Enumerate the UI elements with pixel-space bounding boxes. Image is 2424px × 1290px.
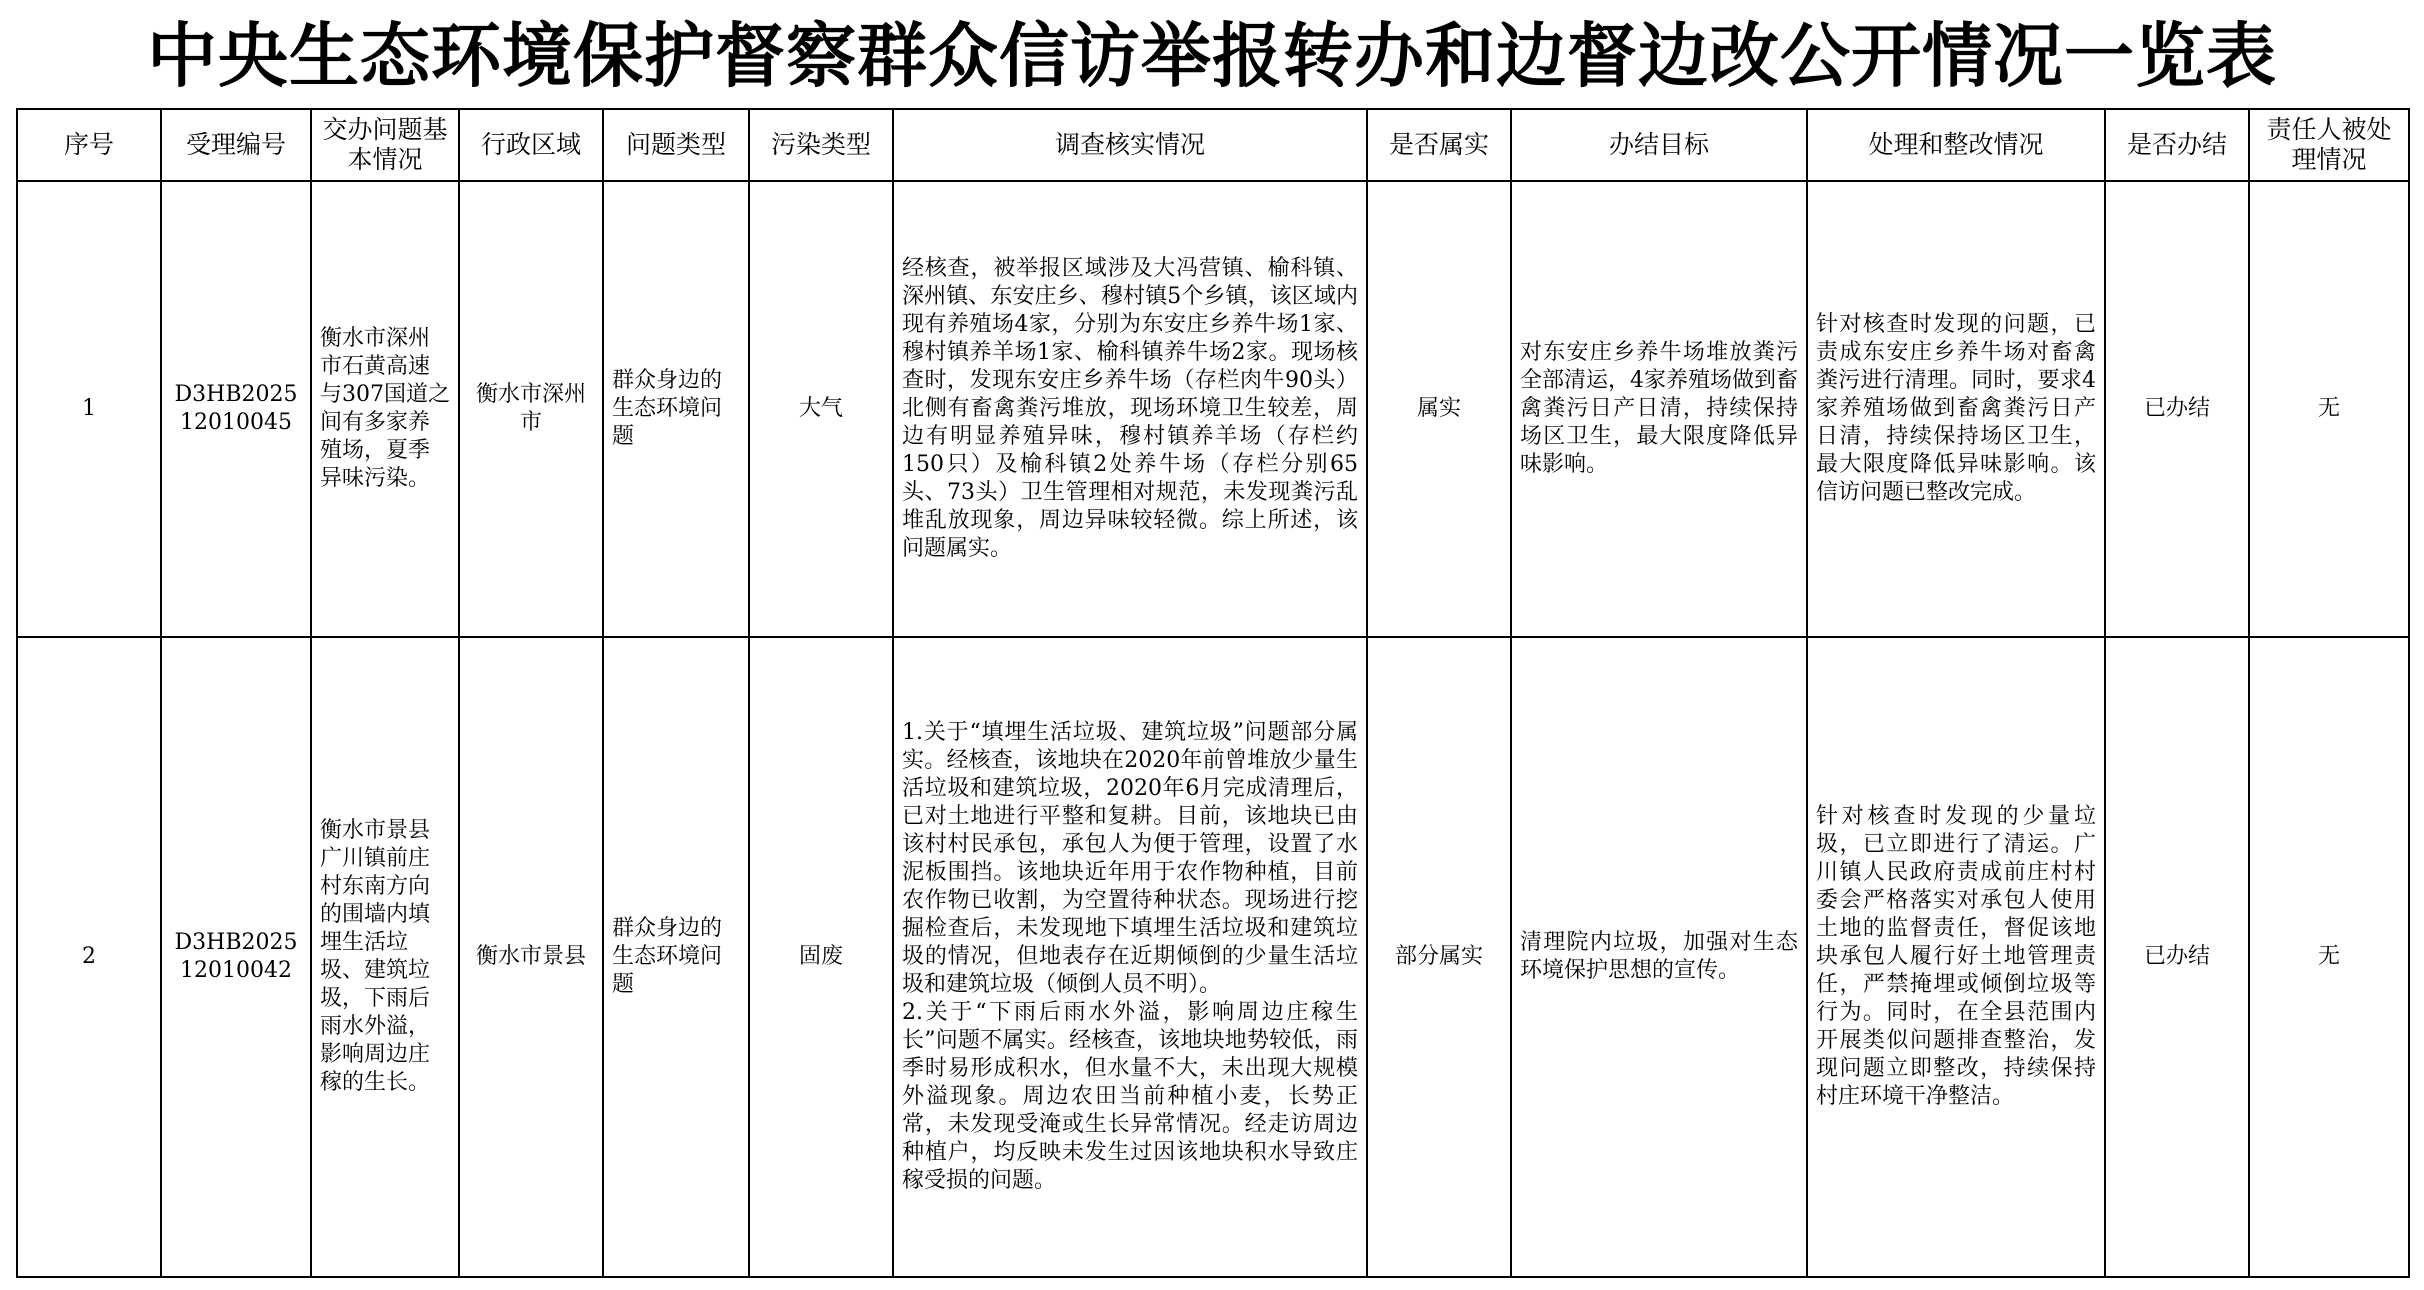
cell-region: 衡水市景县	[459, 637, 603, 1277]
cell-investigation: 经核查，被举报区域涉及大冯营镇、榆科镇、深州镇、东安庄乡、穆村镇5个乡镇，该区域内现有养殖场4家，分别为东安庄乡养牛场1家、穆村镇养羊场1家、榆科镇养牛场2家。现场核查时，发现东安庄乡养牛场（存栏肉牛90头）北侧有畜禽粪污堆放，现场环境卫生较差，周边有明显养殖异味，穆村镇养羊场（存栏约150只）及榆科镇2处养牛场（存栏分别65头、73头）卫生管理相对规范，未发现粪污乱堆乱放现象，周边异味较轻微。综上所述，该问题属实。	[893, 181, 1367, 637]
cell-handling: 针对核查时发现的少量垃圾，已立即进行了清运。广川镇人民政府责成前庄村村委会严格落实对承包人使用土地的监督责任，督促该地块承包人履行好土地管理责任，严禁掩埋或倾倒垃圾等行为。同时，在全县范围内开展类似问题排查整治，发现问题立即整改，持续保持村庄环境干净整洁。	[1807, 637, 2105, 1277]
cell-investigation	[893, 637, 1367, 1277]
cell-handling: 针对核查时发现的问题，已责成东安庄乡养牛场对畜禽粪污进行清理。同时，要求4家养殖场做到畜禽粪污日产日清，持续保持场区卫生，最大限度降低异味影响。该信访问题已整改完成。	[1807, 181, 2105, 637]
cell-issue-type: 群众身边的生态环境问题	[603, 637, 749, 1277]
header-accountability: 责任人被处理情况	[2249, 109, 2409, 181]
header-accept-no: 受理编号	[161, 109, 311, 181]
cell-closed: 已办结	[2105, 637, 2249, 1277]
complaint-table	[16, 108, 2410, 1278]
cell-verified: 属实	[1367, 181, 1511, 637]
header-region: 行政区域	[459, 109, 603, 181]
header-pollution-type: 污染类型	[749, 109, 893, 181]
cell-accountability: 无	[2249, 181, 2409, 637]
cell-accept-no: D3HB202512010042	[161, 637, 311, 1277]
table-header-row	[17, 109, 2409, 181]
header-seq: 序号	[17, 109, 161, 181]
table-row	[17, 637, 2409, 1277]
header-issue: 交办问题基本情况	[311, 109, 459, 181]
cell-issue: 衡水市深州市石黄高速与307国道之间有多家养殖场，夏季异味污染。	[311, 181, 459, 637]
header-investigation: 调查核实情况	[893, 109, 1367, 181]
cell-target: 对东安庄乡养牛场堆放粪污全部清运，4家养殖场做到畜禽粪污日产日清，持续保持场区卫生，最大限度降低异味影响。	[1511, 181, 1807, 637]
table-row	[17, 181, 2409, 637]
cell-closed: 已办结	[2105, 181, 2249, 637]
header-issue-type: 问题类型	[603, 109, 749, 181]
cell-issue-type: 群众身边的生态环境问题	[603, 181, 749, 637]
cell-seq: 1	[17, 181, 161, 637]
cell-pollution-type: 大气	[749, 181, 893, 637]
cell-pollution-type: 固废	[749, 637, 893, 1277]
document-title: 中央生态环境保护督察群众信访举报转办和边督边改公开情况一览表	[147, 15, 2277, 97]
header-closed: 是否办结	[2105, 109, 2249, 181]
header-handling: 处理和整改情况	[1807, 109, 2105, 181]
cell-seq: 2	[17, 637, 161, 1277]
cell-accept-no: D3HB202512010045	[161, 181, 311, 637]
cell-accountability: 无	[2249, 637, 2409, 1277]
cell-verified: 部分属实	[1367, 637, 1511, 1277]
investigation-paragraph-1: 1.关于“填埋生活垃圾、建筑垃圾”问题部分属实。经核查，该地块在2020年前曾堆放少量生活垃圾和建筑垃圾，2020年6月完成清理后，已对土地进行平整和复耕。目前，该地块已由该村村民承包，承包人为便于管理，设置了水泥板围挡。该地块近年用于农作物种植，目前农作物已收割，为空置待种状态。现场进行挖掘检查后，未发现地下填埋生活垃圾和建筑垃圾的情况，但地表存在近期倾倒的少量生活垃圾和建筑垃圾（倾倒人员不明）。	[902, 720, 1358, 997]
cell-target: 清理院内垃圾，加强对生态环境保护思想的宣传。	[1511, 637, 1807, 1277]
cell-region: 衡水市深州市	[459, 181, 603, 637]
header-target: 办结目标	[1511, 109, 1807, 181]
cell-issue: 衡水市景县广川镇前庄村东南方向的围墙内填埋生活垃圾、建筑垃圾，下雨后雨水外溢，影响周边庄稼的生长。	[311, 637, 459, 1277]
header-verified: 是否属实	[1367, 109, 1511, 181]
investigation-paragraph-2: 2.关于“下雨后雨水外溢，影响周边庄稼生长”问题不属实。经核查，该地块地势较低，雨季时易形成积水，但水量不大，未出现大规模外溢现象。周边农田当前种植小麦，长势正常，未发现受淹或生长异常情况。经走访周边种植户，均反映未发生过因该地块积水导致庄稼受损的问题。	[902, 1000, 1358, 1193]
